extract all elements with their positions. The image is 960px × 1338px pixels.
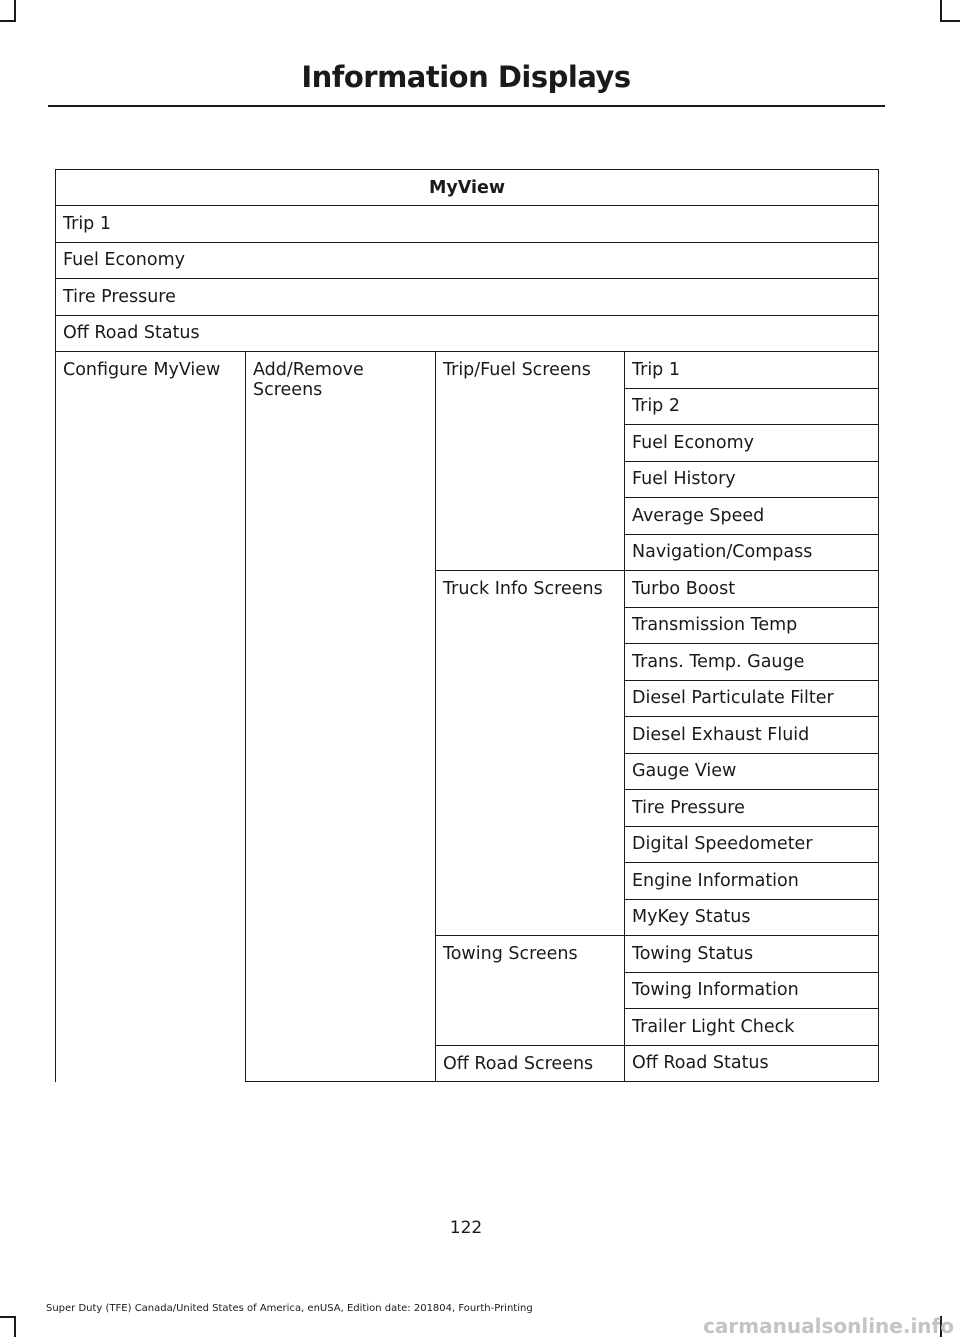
screen-item-cell: Tire Pressure <box>625 790 879 827</box>
watermark: carmanualsonline.info <box>703 1314 954 1338</box>
screen-item-cell: MyKey Status <box>625 899 879 936</box>
screen-group-cell: Truck Info Screens <box>436 571 625 936</box>
screen-item-cell: Gauge View <box>625 753 879 790</box>
crop-mark <box>14 1316 16 1337</box>
configure-myview-cell: Configure MyView <box>56 352 246 1082</box>
screen-item-cell: Engine Information <box>625 863 879 900</box>
menu-item: Fuel Economy <box>56 242 879 279</box>
crop-mark <box>940 0 942 22</box>
screen-item-cell: Trip 1 <box>625 352 879 389</box>
screen-group-cell: Trip/Fuel Screens <box>436 352 625 571</box>
screen-item-cell: Trans. Temp. Gauge <box>625 644 879 681</box>
menu-item: Tire Pressure <box>56 279 879 316</box>
table-row <box>56 279 879 316</box>
crop-mark <box>940 20 960 22</box>
table-title: MyView <box>56 170 879 206</box>
menu-item: Off Road Status <box>56 315 879 352</box>
crop-mark <box>0 1316 16 1318</box>
screen-item-cell: Towing Information <box>625 972 879 1009</box>
table-row <box>56 352 879 389</box>
screen-group-cell: Towing Screens <box>436 936 625 1046</box>
page-number: 122 <box>449 1218 483 1238</box>
screen-item-cell: Transmission Temp <box>625 607 879 644</box>
page-title: Information Displays <box>301 60 631 94</box>
crop-mark <box>0 20 16 22</box>
table-row <box>56 242 879 279</box>
screen-item-cell: Diesel Particulate Filter <box>625 680 879 717</box>
screen-item-cell: Average Speed <box>625 498 879 535</box>
crop-mark <box>14 0 16 22</box>
screen-item-cell: Off Road Status <box>625 1045 879 1082</box>
screen-item-cell: Towing Status <box>625 936 879 973</box>
screen-item-cell: Fuel History <box>625 461 879 498</box>
myview-table <box>55 169 879 1082</box>
screen-item-cell: Navigation/Compass <box>625 534 879 571</box>
screen-item-cell: Trip 2 <box>625 388 879 425</box>
screen-item-cell: Fuel Economy <box>625 425 879 462</box>
myview-table-container <box>55 169 878 1081</box>
screen-group-cell: Off Road Screens <box>436 1045 625 1082</box>
menu-item: Trip 1 <box>56 206 879 243</box>
screen-item-cell: Turbo Boost <box>625 571 879 608</box>
table-row <box>56 206 879 243</box>
table-row <box>56 170 879 206</box>
footer-edition-text: Super Duty (TFE) Canada/United States of America, enUSA, Edition date: 201804, Fourth-Printing <box>46 1303 533 1314</box>
header-rule <box>48 105 885 107</box>
screen-item-cell: Diesel Exhaust Fluid <box>625 717 879 754</box>
screen-item-cell: Trailer Light Check <box>625 1009 879 1046</box>
table-row <box>56 315 879 352</box>
screen-item-cell: Digital Speedometer <box>625 826 879 863</box>
add-remove-screens-cell: Add/Remove Screens <box>246 352 436 1082</box>
